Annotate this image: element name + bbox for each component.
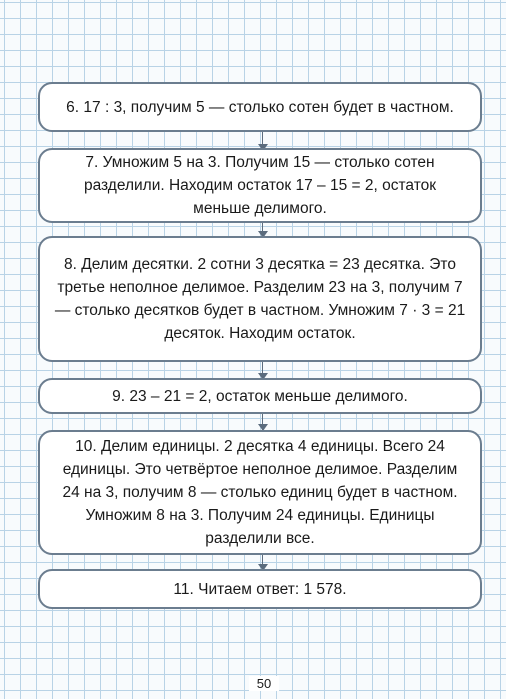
step-text: 10. Делим единицы. 2 десятка 4 единицы. Всего 24 единицы. Это четвёртое неполное делимое. Разделим 24 на 3, получим 8 — столько единиц будет в частном. Умножим 8 на 3. Получим 24 единицы. Единицы разделили все. xyxy=(62,438,458,547)
step-box-9 xyxy=(38,378,482,414)
step-box-7 xyxy=(38,148,482,223)
step-text: 7. Умножим 5 на 3. Получим 15 — столько сотен разделили. Находим остаток 17 – 15 = 2, остаток меньше делимого. xyxy=(83,154,437,217)
step-box-10 xyxy=(38,430,482,555)
step-box-8 xyxy=(38,236,482,362)
step-text: 11. Читаем ответ: 1 578. xyxy=(173,580,347,598)
step-text: 8. Делим десятки. 2 сотни 3 десятка = 23 десятка. Это третье неполное делимое. Разделим 23 на 3, получим 7 — столько десятков будет в частном. Умножим 7 · 3 = 21 десяток. Находим остаток. xyxy=(54,256,466,342)
step-box-11 xyxy=(38,569,482,609)
page-number: 50 xyxy=(249,676,279,691)
step-text: 6. 17 : 3, получим 5 — столько сотен будет в частном. xyxy=(66,98,454,116)
step-box-6 xyxy=(38,82,482,132)
step-text: 9. 23 – 21 = 2, остаток меньше делимого. xyxy=(112,387,408,405)
